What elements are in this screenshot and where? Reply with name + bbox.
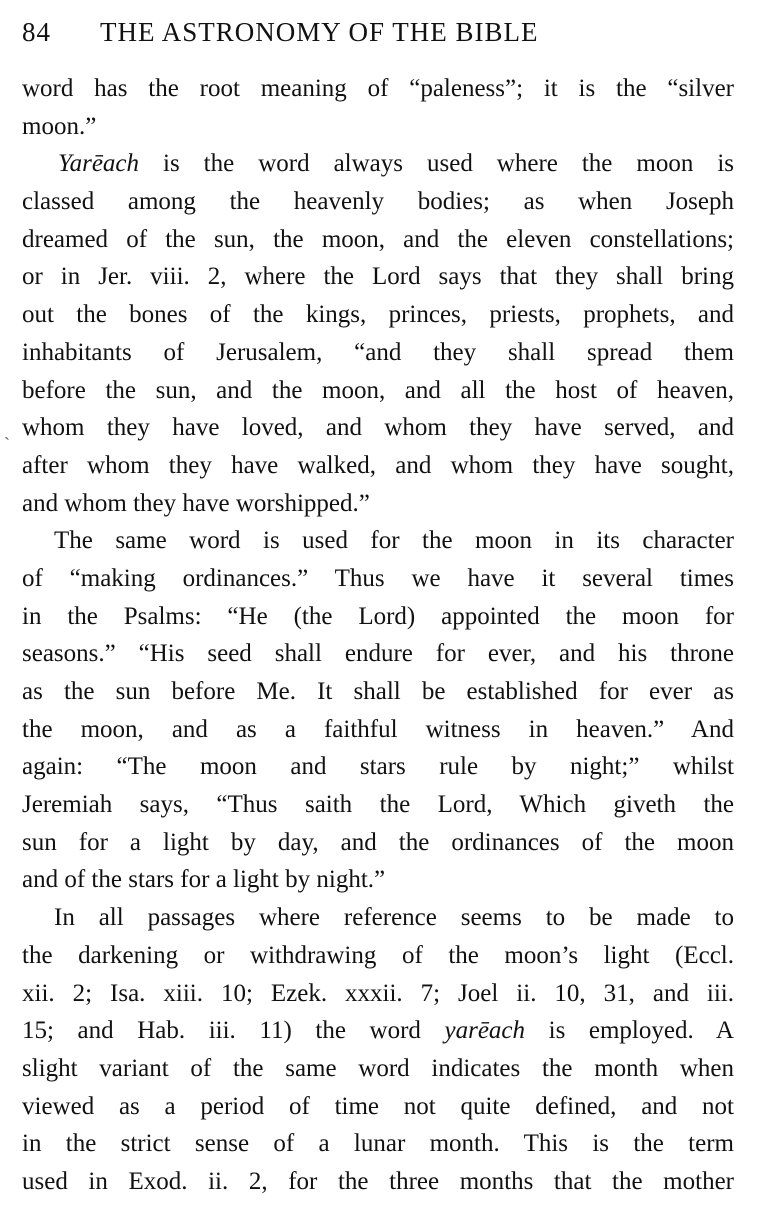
body-text [22, 70, 734, 1201]
text-line: before the sun, and the moon, and all the host of heaven, [22, 376, 734, 404]
paragraph-start-line: Yarēach is the word always used where the moon is [58, 150, 734, 178]
text-line: again: “The moon and stars rule by night;” whilst [22, 753, 734, 781]
italic-term: yarēach [444, 1017, 526, 1045]
text-line: in the Psalms: “He (the Lord) appointed the moon for [22, 602, 734, 630]
text-line: xii. 2; Isa. xiii. 10; Ezek. xxxii. 7; Joel ii. 10, 31, and iii. [22, 979, 734, 1007]
text-line: viewed as a period of time not quite defined, and not [22, 1092, 734, 1120]
text-line: as the sun before Me. It shall be established for ever as [22, 678, 734, 705]
text-line: Jeremiah says, “Thus saith the Lord, Which giveth the [22, 791, 734, 819]
paragraph-start-line: In all passages where reference seems to be made to [54, 904, 734, 932]
text-line: after whom they have walked, and whom they have sought, [22, 451, 734, 479]
text-line: of “making ordinances.” Thus we have it several times [22, 564, 734, 592]
text-line: used in Exod. ii. 2, for the three months that the mother [22, 1167, 734, 1195]
text-line: in the strict sense of a lunar month. This is the term [22, 1130, 734, 1158]
text-line: sun for a light by day, and the ordinances of the moon [22, 828, 734, 856]
text-line: the darkening or withdrawing of the moon’s light (Eccl. [22, 941, 734, 969]
page-number: 84 [22, 17, 51, 47]
margin-mark: ˎ [4, 420, 10, 440]
text-line: the moon, and as a faithful witness in heaven.” And [22, 715, 734, 743]
paragraph-start-line: The same word is used for the moon in its character [54, 527, 734, 555]
text-line: and of the stars for a light by night.” [22, 866, 386, 894]
text-line: slight variant of the same word indicates the month when [22, 1054, 734, 1082]
text-line: 15; and Hab. iii. 11) the word yarēach is employed. A [22, 1017, 734, 1045]
text-line: seasons.” “His seed shall endure for ever, and his throne [22, 640, 734, 668]
text-line: dreamed of the sun, the moon, and the eleven constellations; [22, 225, 734, 253]
text-line: inhabitants of Jerusalem, “and they shall spread them [22, 338, 734, 366]
text-line: moon.” [22, 112, 97, 140]
text-line: word has the root meaning of “paleness”; it is the “silver [22, 75, 734, 102]
text-line: and whom they have worshipped.” [22, 489, 370, 517]
running-head: THE ASTRONOMY OF THE BIBLE [100, 17, 539, 47]
text-line: whom they have loved, and whom they have served, and [22, 414, 734, 442]
text-line: or in Jer. viii. 2, where the Lord says that they shall bring [22, 263, 734, 291]
italic-term: Yarēach [58, 150, 140, 178]
text-line: classed among the heavenly bodies; as when Joseph [22, 188, 734, 216]
page-header [22, 12, 734, 52]
text-line: out the bones of the kings, princes, priests, prophets, and [22, 301, 734, 329]
